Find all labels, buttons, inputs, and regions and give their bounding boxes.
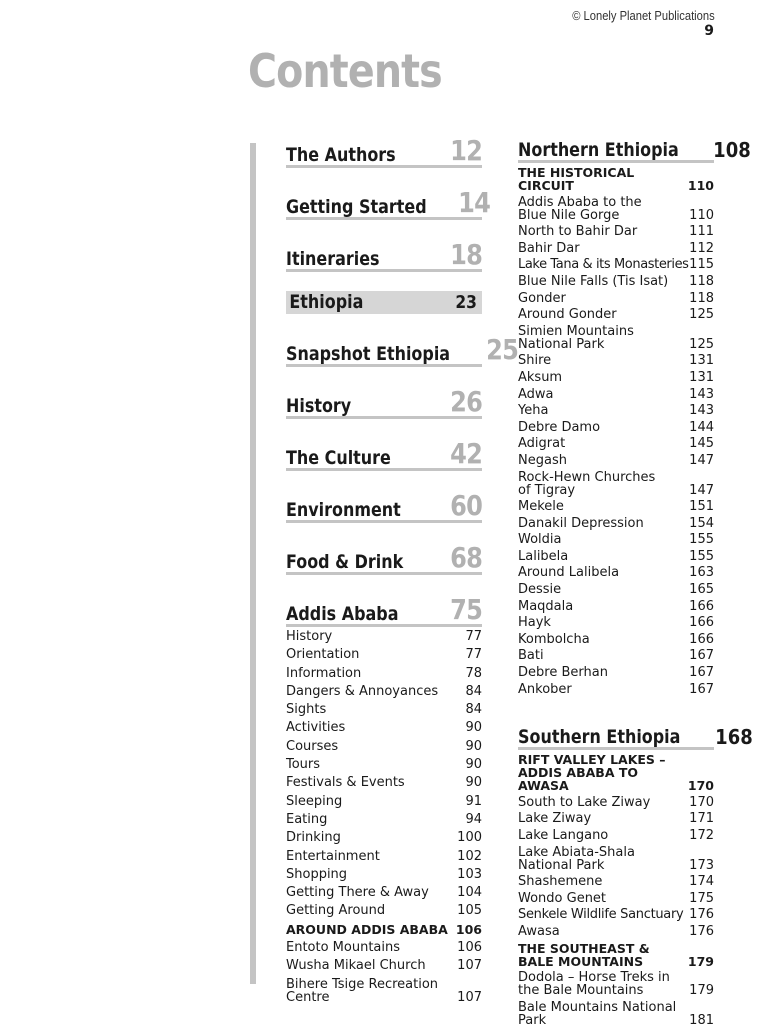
entry-page: 145 xyxy=(689,436,714,452)
entry-page: 107 xyxy=(457,989,482,1005)
entry-page: 77 xyxy=(465,647,482,663)
toc-entry[interactable] xyxy=(518,517,714,530)
toc-entry[interactable] xyxy=(518,971,714,997)
toc-entry[interactable] xyxy=(518,196,714,222)
toc-entry[interactable] xyxy=(518,908,714,921)
toc-entry[interactable] xyxy=(518,875,714,888)
contents-left-column xyxy=(286,134,519,1009)
chapter-page: 26 xyxy=(450,385,482,418)
entry-page: 166 xyxy=(689,598,714,614)
chapter-page: 60 xyxy=(450,489,482,522)
toc-entry[interactable] xyxy=(518,892,714,905)
chapter-the-authors[interactable] xyxy=(286,135,482,168)
entry-label: Activities xyxy=(286,720,346,736)
entry-page: 84 xyxy=(465,683,482,699)
toc-entry[interactable] xyxy=(286,648,482,661)
toc-entry[interactable] xyxy=(286,795,482,808)
entry-label: Bahir Dar xyxy=(518,240,580,256)
chapter-snapshot-ethiopia[interactable] xyxy=(286,333,519,367)
entry-label: Dessie xyxy=(518,582,562,598)
chapter-page: 23 xyxy=(455,291,477,313)
toc-entry[interactable] xyxy=(518,354,714,367)
entry-page: 167 xyxy=(689,681,714,697)
entry-label: THE HISTORICAL CIRCUIT xyxy=(518,165,635,193)
entry-label: AROUND ADDIS ABABA xyxy=(286,921,448,937)
toc-entry[interactable] xyxy=(286,685,482,698)
entry-label: Shopping xyxy=(286,866,348,882)
entry-page: 181 xyxy=(689,1012,714,1028)
entry-page: 167 xyxy=(689,648,714,664)
chapter-page: 42 xyxy=(450,437,482,470)
entry-page: 90 xyxy=(465,720,482,736)
toc-section-heading[interactable] xyxy=(518,942,714,968)
page-number: 9 xyxy=(704,23,714,39)
chapter-page: 168 xyxy=(715,725,754,750)
entry-page: 118 xyxy=(689,273,714,289)
toc-entry[interactable] xyxy=(286,813,482,826)
entry-label: Entertainment xyxy=(286,848,380,864)
entry-page: 143 xyxy=(689,403,714,419)
chapter-label: Southern Ethiopia xyxy=(518,726,681,749)
toc-entry[interactable] xyxy=(286,703,482,716)
entry-page: 115 xyxy=(689,257,714,273)
entry-page: 176 xyxy=(689,907,714,923)
entry-label: Mekele xyxy=(518,499,564,515)
toc-entry[interactable] xyxy=(518,371,714,384)
copyright-notice: © Lonely Planet Publications xyxy=(572,8,715,23)
entry-label: Ankober xyxy=(518,681,572,697)
entry-page: 110 xyxy=(689,207,714,223)
page-title: Contents xyxy=(248,44,442,98)
entry-label: Gonder xyxy=(518,290,566,306)
entry-page: 131 xyxy=(689,369,714,385)
chapter-label: The Authors xyxy=(286,144,396,166)
entry-label: Blue Nile Falls (Tis Isat) xyxy=(518,273,669,289)
entry-label: South to Lake Ziway xyxy=(518,794,651,810)
entry-page: 163 xyxy=(689,565,714,581)
entry-label: Wusha Mikael Church xyxy=(286,958,426,974)
entry-label: Adwa xyxy=(518,386,554,402)
entry-label: Aksum xyxy=(518,369,563,385)
chapter-northern-ethiopia[interactable] xyxy=(518,136,752,163)
entry-label: Wondo Genet xyxy=(518,890,607,906)
entry-label: Addis Ababa to the Blue Nile Gorge xyxy=(518,194,642,223)
entry-page: 104 xyxy=(457,885,482,901)
entry-label: Lake Abiata-Shala National Park xyxy=(518,844,635,873)
entry-label: Bati xyxy=(518,648,544,664)
toc-entry[interactable] xyxy=(518,796,714,809)
toc-entry[interactable] xyxy=(518,325,714,351)
toc-entry[interactable] xyxy=(286,850,482,863)
toc-entry[interactable] xyxy=(518,421,714,434)
entry-page: 179 xyxy=(687,953,714,969)
entry-page: 94 xyxy=(465,811,482,827)
entry-label: Getting There & Away xyxy=(286,885,429,901)
entry-label: Danakil Depression xyxy=(518,515,644,531)
entry-label: Sleeping xyxy=(286,793,343,809)
entry-label: Getting Around xyxy=(286,903,386,919)
entry-label: Eating xyxy=(286,811,328,827)
entry-page: 131 xyxy=(689,353,714,369)
entry-page: 166 xyxy=(689,631,714,647)
toc-entry[interactable] xyxy=(518,258,714,271)
entry-page: 166 xyxy=(689,615,714,631)
entry-page: 144 xyxy=(689,419,714,435)
entry-label: Lake Tana & its Monasteries xyxy=(518,257,689,273)
entry-label: Yeha xyxy=(518,403,549,419)
toc-entry[interactable] xyxy=(286,831,482,844)
chapter-page: 12 xyxy=(450,134,482,167)
entry-page: 112 xyxy=(689,240,714,256)
entry-label: THE SOUTHEAST & BALE MOUNTAINS xyxy=(518,940,650,969)
toc-entry[interactable] xyxy=(518,925,714,938)
entry-page: 154 xyxy=(689,515,714,531)
toc-entry[interactable] xyxy=(518,242,714,255)
entry-page: 110 xyxy=(687,178,714,193)
chapter-label: Ethiopia xyxy=(289,291,364,313)
entry-page: 91 xyxy=(465,793,482,809)
toc-entry[interactable] xyxy=(518,500,714,513)
chapter-label: Addis Ababa xyxy=(286,603,399,625)
chapter-label: Environment xyxy=(286,499,401,521)
toc-entry[interactable] xyxy=(518,437,714,450)
entry-label: Sights xyxy=(286,702,327,718)
entry-page: 107 xyxy=(457,958,482,974)
toc-entry[interactable] xyxy=(518,550,714,563)
chapter-page: 108 xyxy=(713,138,752,162)
entry-label: Debre Berhan xyxy=(518,665,608,681)
chapter-label: Getting Started xyxy=(286,196,427,218)
toc-entry[interactable] xyxy=(518,275,714,288)
entry-page: 155 xyxy=(689,548,714,564)
chapter-southern-ethiopia[interactable] xyxy=(518,723,754,750)
chapter-addis-ababa[interactable] xyxy=(286,594,482,627)
entry-label: Lalibela xyxy=(518,548,569,564)
chapter-page: 18 xyxy=(450,238,482,271)
toc-entry[interactable] xyxy=(286,978,482,1004)
entry-label: Around Lalibela xyxy=(518,565,620,581)
chapter-the-culture[interactable] xyxy=(286,438,482,471)
chapter-ethiopia[interactable] xyxy=(286,291,482,314)
entry-page: 171 xyxy=(689,811,714,827)
toc-entry[interactable] xyxy=(518,829,714,842)
entry-label: Adigrat xyxy=(518,436,566,452)
toc-entry[interactable] xyxy=(518,292,714,305)
entry-page: 167 xyxy=(689,665,714,681)
entry-label: Woldia xyxy=(518,532,562,548)
chapter-label: Itineraries xyxy=(286,248,380,270)
entry-label: Rock-Hewn Churches of Tigray xyxy=(518,469,656,498)
entry-page: 125 xyxy=(689,336,714,352)
toc-entry[interactable] xyxy=(286,776,482,789)
toc-entry[interactable] xyxy=(286,630,482,643)
toc-section-heading[interactable] xyxy=(518,166,714,192)
entry-label: Negash xyxy=(518,452,567,468)
entry-page: 143 xyxy=(689,386,714,402)
entry-label: Drinking xyxy=(286,830,341,846)
toc-entry[interactable] xyxy=(518,616,714,629)
chapter-itineraries[interactable] xyxy=(286,239,482,272)
toc-entry[interactable] xyxy=(518,308,714,321)
toc-section-heading[interactable] xyxy=(286,923,482,936)
toc-entry[interactable] xyxy=(518,471,714,497)
entry-label: Lake Langano xyxy=(518,828,609,843)
toc-entry[interactable] xyxy=(286,868,482,881)
entry-label: Festivals & Events xyxy=(286,775,405,791)
toc-entry[interactable] xyxy=(518,846,714,872)
entry-label: Dodola – Horse Treks in the Bale Mountains xyxy=(518,970,670,999)
entry-label: Shire xyxy=(518,353,552,369)
entry-page: 90 xyxy=(465,738,482,754)
toc-entry[interactable] xyxy=(286,667,482,680)
entry-page: 102 xyxy=(457,848,482,864)
entry-label: Debre Damo xyxy=(518,419,601,435)
entry-page: 170 xyxy=(689,794,714,810)
entry-label: Maqdala xyxy=(518,598,574,614)
toc-entry[interactable] xyxy=(518,666,714,679)
entry-page: 174 xyxy=(689,874,714,890)
section-gap xyxy=(518,699,714,723)
toc-entry[interactable] xyxy=(518,225,714,238)
entry-page: 175 xyxy=(689,890,714,906)
entry-page: 172 xyxy=(689,828,714,843)
entry-page: 151 xyxy=(689,499,714,515)
entry-page: 105 xyxy=(457,903,482,919)
chapter-label: Snapshot Ethiopia xyxy=(286,343,451,365)
entry-label: Dangers & Annoyances xyxy=(286,683,439,699)
entry-page: 118 xyxy=(689,290,714,306)
entry-label: Hayk xyxy=(518,615,551,631)
chapter-page: 68 xyxy=(450,541,482,574)
entry-page: 147 xyxy=(689,482,714,498)
entry-page: 165 xyxy=(689,582,714,598)
chapter-history[interactable] xyxy=(286,386,482,419)
toc-entry[interactable] xyxy=(518,533,714,546)
chapter-environment[interactable] xyxy=(286,490,482,523)
toc-entry[interactable] xyxy=(286,886,482,899)
chapter-label: History xyxy=(286,395,352,417)
entry-page: 84 xyxy=(465,702,482,718)
toc-entry[interactable] xyxy=(286,758,482,771)
toc-entry[interactable] xyxy=(518,812,714,825)
toc-entry[interactable] xyxy=(286,740,482,753)
entry-label: Information xyxy=(286,665,362,681)
entry-page: 147 xyxy=(689,452,714,468)
entry-label: North to Bahir Dar xyxy=(518,224,638,240)
entry-label: RIFT VALLEY LAKES – ADDIS ABABA TO AWASA xyxy=(518,752,666,794)
decorative-vertical-bar xyxy=(250,143,256,984)
toc-entry[interactable] xyxy=(286,904,482,917)
chapter-food-drink[interactable] xyxy=(286,542,482,575)
chapter-label: Northern Ethiopia xyxy=(518,139,679,161)
entry-page: 106 xyxy=(455,921,482,937)
entry-label: Shashemene xyxy=(518,874,603,890)
toc-entry[interactable] xyxy=(286,941,482,954)
entry-label: Around Gonder xyxy=(518,307,617,323)
entry-page: 179 xyxy=(689,983,714,999)
entry-page: 155 xyxy=(689,532,714,548)
toc-entry[interactable] xyxy=(518,600,714,613)
entry-page: 125 xyxy=(689,307,714,323)
toc-entry[interactable] xyxy=(286,721,482,734)
toc-entry[interactable] xyxy=(518,454,714,467)
toc-entry[interactable] xyxy=(518,683,714,696)
entry-page: 170 xyxy=(687,778,714,794)
entry-label: Courses xyxy=(286,738,339,754)
entry-page: 100 xyxy=(457,830,482,846)
chapter-label: Food & Drink xyxy=(286,551,404,573)
entry-page: 173 xyxy=(689,857,714,873)
toc-section-heading[interactable] xyxy=(518,753,714,792)
entry-label: Orientation xyxy=(286,647,360,663)
contents-right-column xyxy=(518,136,754,1030)
entry-page: 103 xyxy=(457,866,482,882)
toc-entry[interactable] xyxy=(518,649,714,662)
entry-label: Tours xyxy=(286,757,321,773)
toc-entry[interactable] xyxy=(518,388,714,401)
entry-page: 90 xyxy=(465,775,482,791)
toc-entry[interactable] xyxy=(518,404,714,417)
entry-page: 90 xyxy=(465,757,482,773)
chapter-page: 25 xyxy=(486,333,519,366)
entry-label: Kombolcha xyxy=(518,631,590,647)
chapter-page: 14 xyxy=(458,186,491,219)
entry-label: Entoto Mountains xyxy=(286,940,401,956)
toc-entry[interactable] xyxy=(286,959,482,972)
entry-page: 78 xyxy=(465,665,482,681)
toc-entry[interactable] xyxy=(518,566,714,579)
chapter-getting-started[interactable] xyxy=(286,186,491,220)
entry-label: Bale Mountains National Park xyxy=(518,999,677,1028)
toc-entry[interactable] xyxy=(518,583,714,596)
entry-page: 106 xyxy=(457,940,482,956)
entry-label: Bihere Tsige Recreation Centre xyxy=(286,976,439,1005)
entry-label: Awasa xyxy=(518,923,560,939)
entry-page: 77 xyxy=(465,629,482,644)
entry-label: History xyxy=(286,629,333,644)
entry-label: Senkele Wildlife Sanctuary xyxy=(518,907,684,923)
toc-entry[interactable] xyxy=(518,1001,714,1027)
entry-page: 176 xyxy=(689,923,714,939)
chapter-page: 75 xyxy=(450,593,482,626)
entry-label: Lake Ziway xyxy=(518,811,592,827)
chapter-label: The Culture xyxy=(286,447,391,469)
toc-entry[interactable] xyxy=(518,633,714,646)
entry-page: 111 xyxy=(689,224,714,240)
entry-label: Simien Mountains National Park xyxy=(518,323,634,352)
